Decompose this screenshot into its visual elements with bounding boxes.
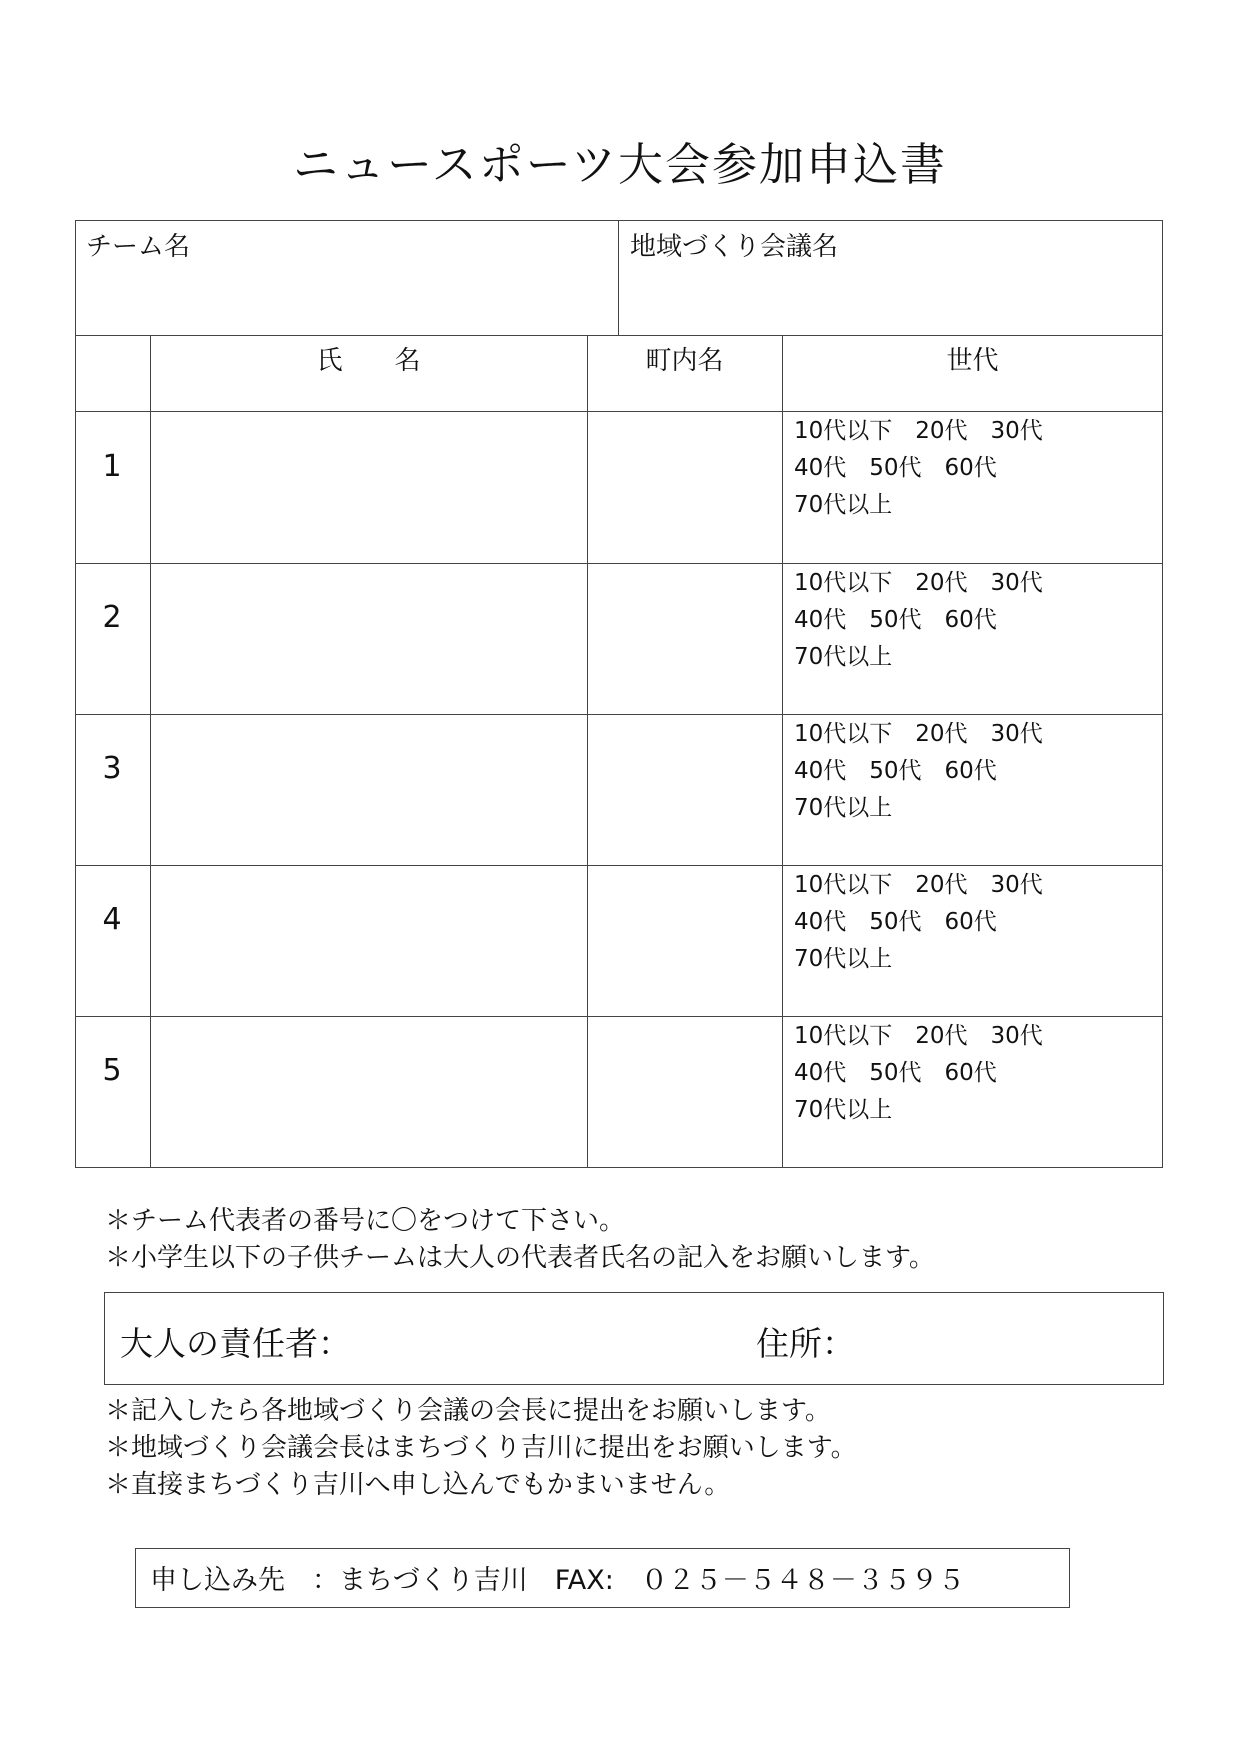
note-representative: ＊チーム代表者の番号に〇をつけて下さい。 bbox=[105, 1206, 626, 1236]
address-field[interactable] bbox=[870, 1300, 1155, 1378]
generation-option-line[interactable]: 70代以上 bbox=[794, 795, 893, 821]
town-field[interactable] bbox=[590, 1019, 779, 1165]
column-header-name: 氏 名 bbox=[316, 346, 421, 376]
name-field[interactable] bbox=[153, 717, 584, 862]
name-field[interactable] bbox=[153, 566, 584, 711]
row-number[interactable]: 1 bbox=[102, 449, 122, 484]
column-header-town: 町内名 bbox=[645, 346, 724, 376]
note-children-team: ＊小学生以下の子供チームは大人の代表者氏名の記入をお願いします。 bbox=[105, 1243, 935, 1273]
row-number[interactable]: 3 bbox=[102, 751, 122, 786]
town-field[interactable] bbox=[590, 717, 779, 862]
generation-option-line[interactable]: 40代 50代 60代 bbox=[794, 758, 997, 784]
page-title: ニュースポーツ大会参加申込書 bbox=[293, 138, 947, 191]
team-name-field[interactable] bbox=[78, 262, 614, 332]
note-submit-council: ＊記入したら各地域づくり会議の会長に提出をお願いします。 bbox=[105, 1396, 831, 1426]
name-field[interactable] bbox=[153, 868, 584, 1013]
column-header-generation: 世代 bbox=[946, 346, 999, 376]
adult-responsible-field[interactable] bbox=[375, 1300, 745, 1378]
contact-text: 申し込み先 ：まちづくり吉川 FAX: ０２５－５４８－３５９５ bbox=[150, 1565, 965, 1596]
generation-option-line[interactable]: 40代 50代 60代 bbox=[794, 607, 997, 633]
name-field[interactable] bbox=[153, 1019, 584, 1165]
generation-option-line[interactable]: 10代以下 20代 30代 bbox=[794, 721, 1043, 747]
address-label: 住所： bbox=[756, 1324, 855, 1363]
row-number[interactable]: 5 bbox=[102, 1053, 122, 1088]
town-field[interactable] bbox=[590, 414, 779, 560]
generation-option-line[interactable]: 10代以下 20代 30代 bbox=[794, 872, 1043, 898]
generation-option-line[interactable]: 70代以上 bbox=[794, 1097, 893, 1123]
generation-option-line[interactable]: 70代以上 bbox=[794, 946, 893, 972]
generation-option-line[interactable]: 10代以下 20代 30代 bbox=[794, 570, 1043, 596]
town-field[interactable] bbox=[590, 868, 779, 1013]
generation-option-line[interactable]: 10代以下 20代 30代 bbox=[794, 418, 1043, 444]
generation-option-line[interactable]: 40代 50代 60代 bbox=[794, 1060, 997, 1086]
row-number[interactable]: 4 bbox=[102, 902, 122, 937]
note-direct-apply: ＊直接まちづくり吉川へ申し込んでもかまいません。 bbox=[105, 1470, 731, 1500]
adult-responsible-label: 大人の責任者： bbox=[120, 1324, 351, 1363]
row-number[interactable]: 2 bbox=[102, 600, 122, 635]
generation-option-line[interactable]: 70代以上 bbox=[794, 492, 893, 518]
generation-option-line[interactable]: 10代以下 20代 30代 bbox=[794, 1023, 1043, 1049]
name-field[interactable] bbox=[153, 414, 584, 560]
generation-option-line[interactable]: 40代 50代 60代 bbox=[794, 909, 997, 935]
council-name-field[interactable] bbox=[622, 262, 1158, 332]
council-name-label: 地域づくり会議名 bbox=[630, 232, 839, 262]
town-field[interactable] bbox=[590, 566, 779, 711]
note-council-chair: ＊地域づくり会議会長はまちづくり吉川に提出をお願いします。 bbox=[105, 1433, 857, 1463]
generation-option-line[interactable]: 40代 50代 60代 bbox=[794, 455, 997, 481]
generation-option-line[interactable]: 70代以上 bbox=[794, 644, 893, 670]
team-name-label: チーム名 bbox=[86, 232, 191, 262]
